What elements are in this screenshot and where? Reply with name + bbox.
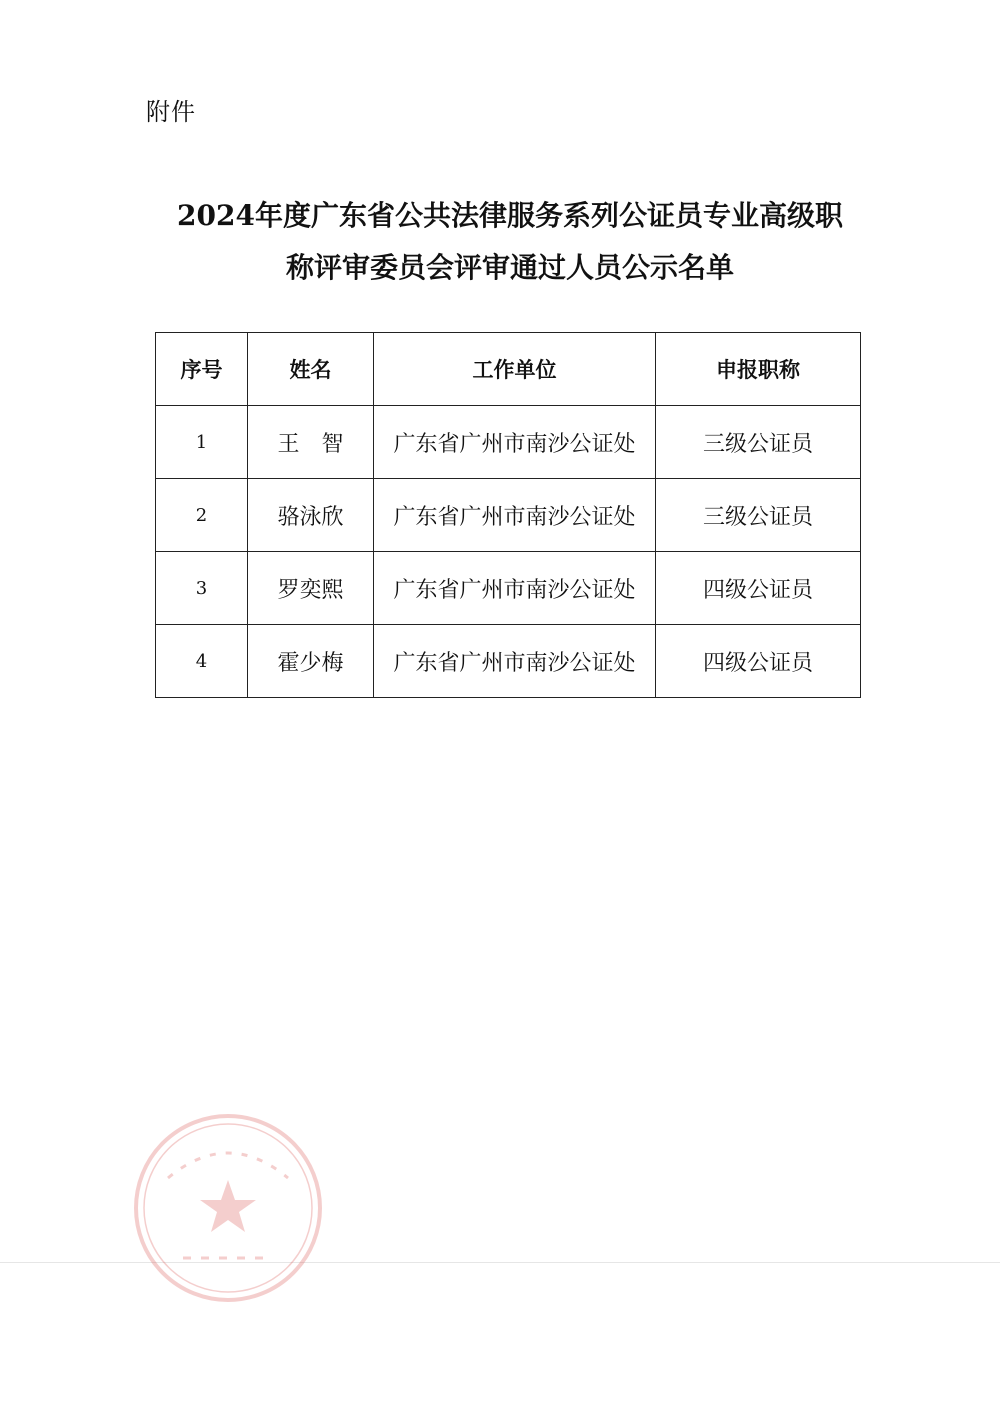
official-seal-stamp bbox=[128, 1108, 328, 1308]
cell-title-applied: 三级公证员 bbox=[656, 479, 861, 552]
header-title-applied: 申报职称 bbox=[656, 333, 861, 406]
title-line-2: 称评审委员会评审通过人员公示名单 bbox=[285, 251, 734, 284]
approved-personnel-table bbox=[155, 332, 861, 698]
cell-work-unit: 广东省广州市南沙公证处 bbox=[374, 406, 656, 479]
document-title bbox=[120, 190, 900, 294]
table-row bbox=[156, 406, 861, 479]
cell-name: 王 智 bbox=[248, 406, 374, 479]
table-row bbox=[156, 552, 861, 625]
attachment-label: 附件 bbox=[146, 98, 196, 126]
cell-name: 骆泳欣 bbox=[248, 479, 374, 552]
cell-title-applied: 四级公证员 bbox=[656, 625, 861, 698]
header-name: 姓名 bbox=[248, 333, 374, 406]
header-serial: 序号 bbox=[156, 333, 248, 406]
table-row bbox=[156, 625, 861, 698]
title-line-1: 2024年度广东省公共法律服务系列公证员专业高级职 bbox=[177, 199, 843, 232]
cell-serial: 3 bbox=[156, 552, 248, 625]
cell-serial: 1 bbox=[156, 406, 248, 479]
cell-work-unit: 广东省广州市南沙公证处 bbox=[374, 552, 656, 625]
cell-name: 霍少梅 bbox=[248, 625, 374, 698]
cell-work-unit: 广东省广州市南沙公证处 bbox=[374, 479, 656, 552]
table-row bbox=[156, 479, 861, 552]
cell-serial: 2 bbox=[156, 479, 248, 552]
table-header-row bbox=[156, 333, 861, 406]
cell-name: 罗奕熙 bbox=[248, 552, 374, 625]
cell-title-applied: 四级公证员 bbox=[656, 552, 861, 625]
cell-work-unit: 广东省广州市南沙公证处 bbox=[374, 625, 656, 698]
header-work-unit: 工作单位 bbox=[374, 333, 656, 406]
cell-serial: 4 bbox=[156, 625, 248, 698]
cell-title-applied: 三级公证员 bbox=[656, 406, 861, 479]
